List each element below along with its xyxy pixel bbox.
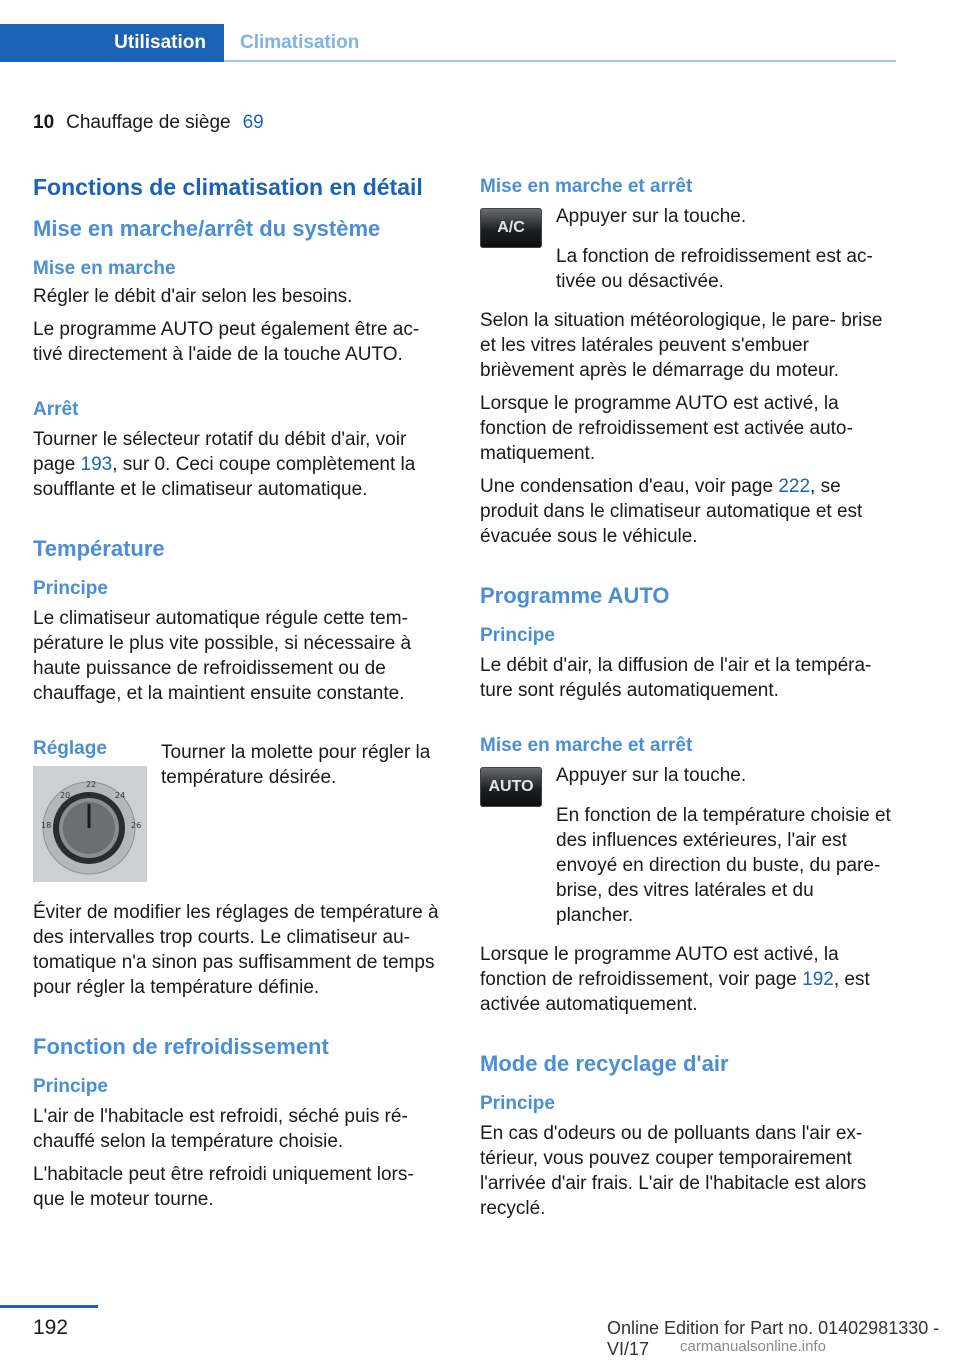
tab-utilisation-label: Utilisation [114,32,206,53]
chapter-title: Chauffage de siège [66,112,231,133]
paragraph: Lorsque le programme AUTO est activé, la fonction de refroidissement, voir page 192, est activée automatiquement. [480,944,870,1015]
subheading-arret: Arrêt [33,399,79,420]
heading-recyclage: Mode de recyclage d'air [480,1051,729,1076]
page-link[interactable]: 192 [802,969,834,990]
footer-rule [0,1305,98,1308]
knob-label: 26 [131,821,142,830]
chapter-page-link[interactable]: 69 [242,112,264,133]
paragraph: En cas d'odeurs ou de polluants dans l'air ex‐ térieur, vous pouvez couper temporairement l'arrivée d'air frais. L'air de l'habitacle est alors recyclé. [480,1123,867,1219]
page-link[interactable]: 193 [80,454,113,475]
top-navigation [0,0,960,62]
paragraph: La fonction de refroidissement est ac‐ tivée ou désactivée. [556,246,873,292]
section-header [33,112,264,134]
paragraph: L'air de l'habitacle est refroidi, séché puis ré‐ chauffé selon la température choisie. [33,1106,408,1152]
paragraph: Le débit d'air, la diffusion de l'air et la tempéra‐ ture sont régulés automatiquement. [480,655,872,701]
paragraph: Le climatiseur automatique régule cette tem‐ pérature le plus vite possible, si nécessaire à haute puissance de refroidissement ou de chauffage, et la maintient ensuite constante. [33,608,412,704]
watermark-text: carmanualsonline.info [680,1338,826,1355]
right-column [480,172,894,1229]
knob-label: 20 [60,791,71,800]
ac-button-icon: A/C [480,208,542,248]
knob-label: 18 [41,821,52,830]
paragraph: Le programme AUTO peut également être ac‐ tivé directement à l'aide de la touche AUTO. [33,319,420,365]
page-number: 192 [33,1316,69,1339]
tab-divider [224,60,896,62]
tab-utilisation[interactable] [0,24,224,62]
paragraph: En fonction de la température choisie et des influences extérieures, l'air est envoyé en direction du buste, du pare-brise, des vitres latérales et du plancher. [556,805,891,926]
paragraph: Appuyer sur la touche. [556,206,747,227]
heading-refroidissement: Fonction de refroidissement [33,1034,329,1059]
subheading-mise-en-marche: Mise en marche [33,258,176,279]
knob-label: 22 [86,780,97,789]
auto-button-icon: AUTO [480,767,542,807]
paragraph: Éviter de modifier les réglages de température à des intervalles trop courts. Le climatiseur au‐ tomatique n'a sinon pas suffisamment de temps pour régler la température définie. [33,902,439,998]
subheading-principe: Principe [33,578,108,599]
page-link[interactable]: 222 [778,476,811,497]
subheading-mise-en-marche-arret: Mise en marche et arrêt [480,176,693,197]
left-column [33,172,447,1220]
main-heading: Fonctions de climatisation en détail [33,174,423,200]
subheading-reglage: Réglage [33,738,107,759]
heading-system: Mise en marche/arrêt du système [33,216,381,241]
paragraph: L'habitacle peut être refroidi uniquement lors‐ que le moteur tourne. [33,1164,414,1210]
heading-programme-auto: Programme AUTO [480,583,670,608]
tab-climatisation[interactable]: Climatisation [240,32,360,53]
paragraph: Régler le débit d'air selon les besoins. [33,286,353,307]
paragraph: Tourner le sélecteur rotatif du débit d'air, voir page 193, sur 0. Ceci coupe complètement la soufflante et le climatiseur automatique. [33,429,416,500]
subheading-mise-en-marche-arret: Mise en marche et arrêt [480,735,693,756]
paragraph: Appuyer sur la touche. [556,765,747,786]
paragraph: Lorsque le programme AUTO est activé, la fonction de refroidissement est activée auto‐ matiquement. [480,393,853,464]
paragraph: Une condensation d'eau, voir page 222, se produit dans le climatiseur automatique et est évacuée sous le véhicule. [480,476,863,547]
paragraph: Selon la situation météorologique, le pare- brise et les vitres latérales peuvent s'embuer brièvement après le démarrage du moteur. [480,310,883,381]
chapter-number: 10 [33,112,55,133]
heading-temperature: Température [33,536,165,561]
temperature-knob-icon [33,766,147,882]
knob-label: 24 [115,791,126,800]
paragraph: Tourner la molette pour régler la température désirée. [161,742,431,788]
edition-text: Online Edition for Part no. 01402981330 - VI/17 [607,1318,940,1359]
temperature-knob-image [33,766,147,882]
subheading-principe: Principe [33,1076,108,1097]
subheading-principe: Principe [480,1093,555,1114]
subheading-principe: Principe [480,625,555,646]
